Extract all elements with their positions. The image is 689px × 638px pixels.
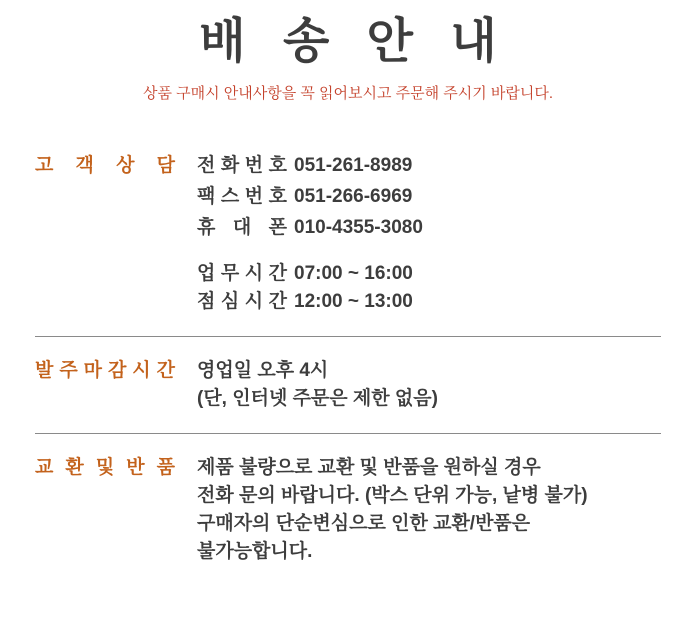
exchange-return-line: 제품 불량으로 교환 및 반품을 원하실 경우 [197, 457, 541, 478]
section-customer-service [35, 150, 661, 316]
phone-label: 전 화 번 호 [197, 155, 287, 176]
exchange-return-content [197, 454, 588, 566]
business-hours-value: 07:00 ~ 16:00 [294, 263, 413, 284]
phone-value: 051-261-8989 [294, 155, 413, 176]
order-deadline-line: 영업일 오후 4시 [197, 360, 329, 381]
section-label-customer-service: 고 객 상 담 [35, 155, 175, 176]
section-label-exchange-return: 교 환 및 반 품 [35, 457, 175, 478]
lunch-hours-label: 점 심 시 간 [197, 291, 287, 312]
phone-row [197, 150, 423, 181]
order-deadline-note: (단, 인터넷 주문은 제한 없음) [197, 388, 438, 409]
section-order-deadline [35, 357, 661, 413]
exchange-return-line: 불가능합니다. [197, 541, 313, 562]
page-title: 배 송 안 내 [199, 15, 509, 68]
fax-row [197, 181, 423, 212]
mobile-value: 010-4355-3080 [294, 217, 423, 238]
customer-service-content [197, 150, 423, 316]
lunch-hours-value: 12:00 ~ 13:00 [294, 291, 413, 312]
mobile-row [197, 212, 423, 243]
mobile-label: 휴 대 폰 [197, 217, 287, 238]
lunch-hours-row [197, 288, 423, 316]
exchange-return-line: 구매자의 단순변심으로 인한 교환/반품은 [197, 513, 531, 534]
business-hours-label: 업 무 시 간 [197, 263, 287, 284]
order-deadline-content [197, 357, 438, 413]
divider [35, 433, 661, 434]
section-label-order-deadline: 발 주 마 감 시 간 [35, 360, 175, 381]
fax-label: 팩 스 번 호 [197, 186, 287, 207]
section-exchange-return [35, 454, 661, 566]
page-subtitle: 상품 구매시 안내사항을 꼭 읽어보시고 주문해 주시기 바랍니다. [142, 85, 554, 102]
spacer [197, 243, 423, 260]
divider [35, 336, 661, 337]
fax-value: 051-266-6969 [294, 186, 413, 207]
business-hours-row [197, 260, 423, 288]
exchange-return-line: 전화 문의 바랍니다. (박스 단위 가능, 낱병 불가) [197, 485, 588, 506]
